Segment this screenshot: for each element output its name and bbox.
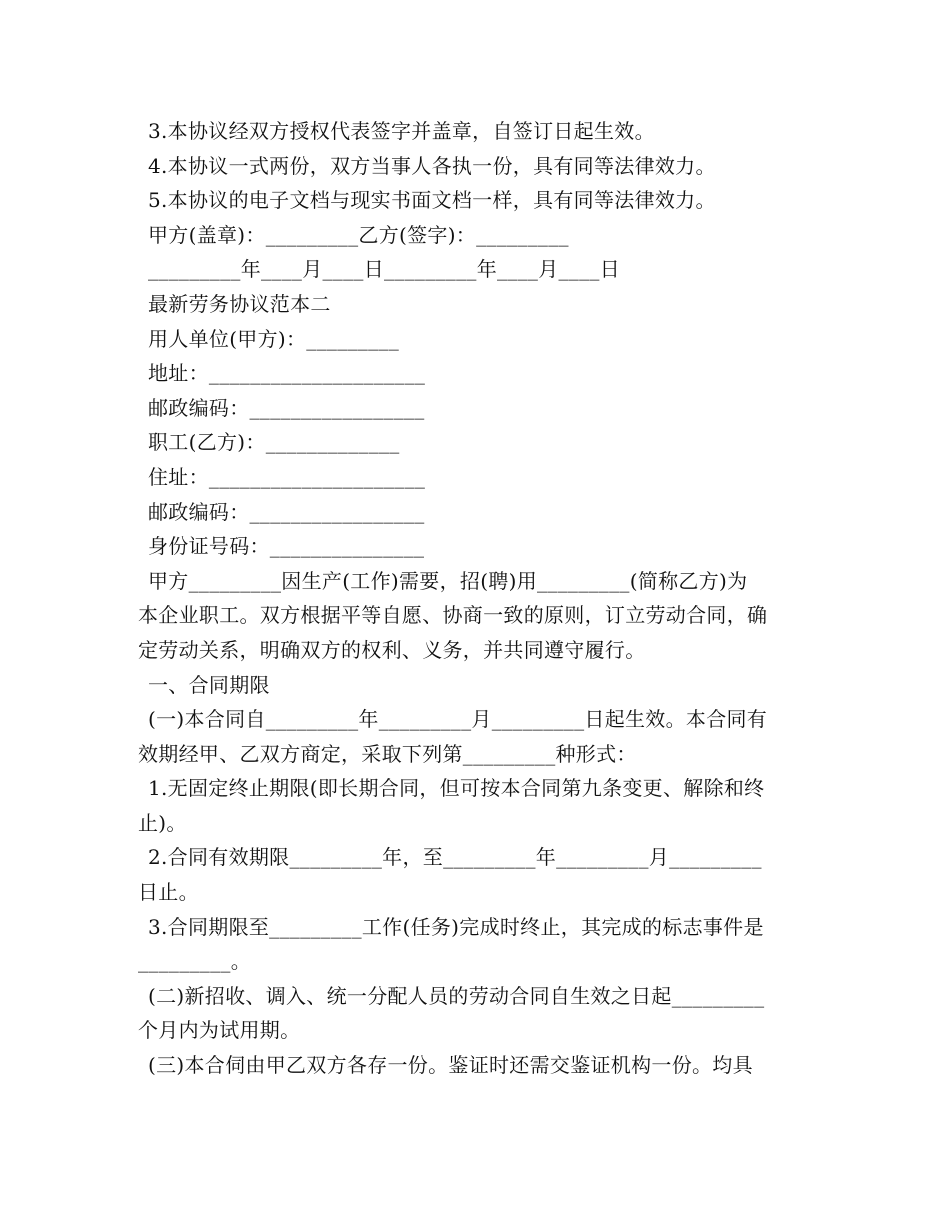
text-line: 个月内为试用期。 [138, 1018, 301, 1043]
text-line: 日止。 [138, 880, 199, 905]
text-line: 2.合同有效期限_________年，至_________年_________月_________ [148, 845, 762, 870]
text-line: 1.无固定终止期限(即长期合同，但可按本合同第九条变更、解除和终 [148, 776, 765, 801]
text-line: 职工(乙方)：_____________ [148, 430, 400, 455]
text-line: 定劳动关系，明确双方的权利、义务，并共同遵守履行。 [138, 637, 646, 662]
text-line: 本企业职工。双方根据平等自愿、协商一致的原则，订立劳动合同，确 [138, 603, 768, 628]
text-line: 止)。 [138, 810, 187, 835]
text-line: _________年____月____日_________年____月____日 [148, 257, 620, 282]
text-line: 5.本协议的电子文档与现实书面文档一样，具有同等法律效力。 [148, 188, 716, 213]
text-line: 效期经甲、乙双方商定，采取下列第_________种形式： [138, 741, 637, 766]
text-line: 3.本协议经双方授权代表签字并盖章，自签订日起生效。 [148, 119, 655, 143]
text-line: (二)新招收、调入、统一分配人员的劳动合同自生效之日起_________ [148, 983, 765, 1008]
text-line: 甲方_________因生产(工作)需要，招(聘)用_________(简称乙方)为 [148, 568, 748, 593]
text-line: 身份证号码：_______________ [148, 534, 425, 559]
text-line: (三)本合伺由甲乙双方各存一份。鉴证时还需交鉴证机构一份。均具 [148, 1053, 753, 1078]
text-line: 邮政编码：_________________ [148, 395, 425, 420]
document-body [138, 114, 814, 1083]
text-line: 4.本协议一式两份，双方当事人各执一份，具有同等法律效力。 [148, 153, 716, 178]
text-line: 一、合同期限 [148, 672, 270, 697]
text-line: 甲方(盖章)：_________乙方(签字)：_________ [148, 222, 569, 247]
text-line: _________。 [138, 949, 251, 974]
text-line: 最新劳务协议范本二 [148, 291, 331, 316]
text-line: 地址：_____________________ [148, 361, 426, 386]
text-line: 住址：_____________________ [148, 464, 426, 489]
text-line: 用人单位(甲方)：_________ [148, 326, 400, 351]
text-line: 邮政编码：_________________ [148, 499, 425, 524]
text-line: 3.合同期限至_________工作(任务)完成时终止，其完成的标志事件是 [148, 914, 764, 939]
text-line: (一)本合同自_________年_________月_________日起生效。本合同有 [148, 707, 768, 732]
